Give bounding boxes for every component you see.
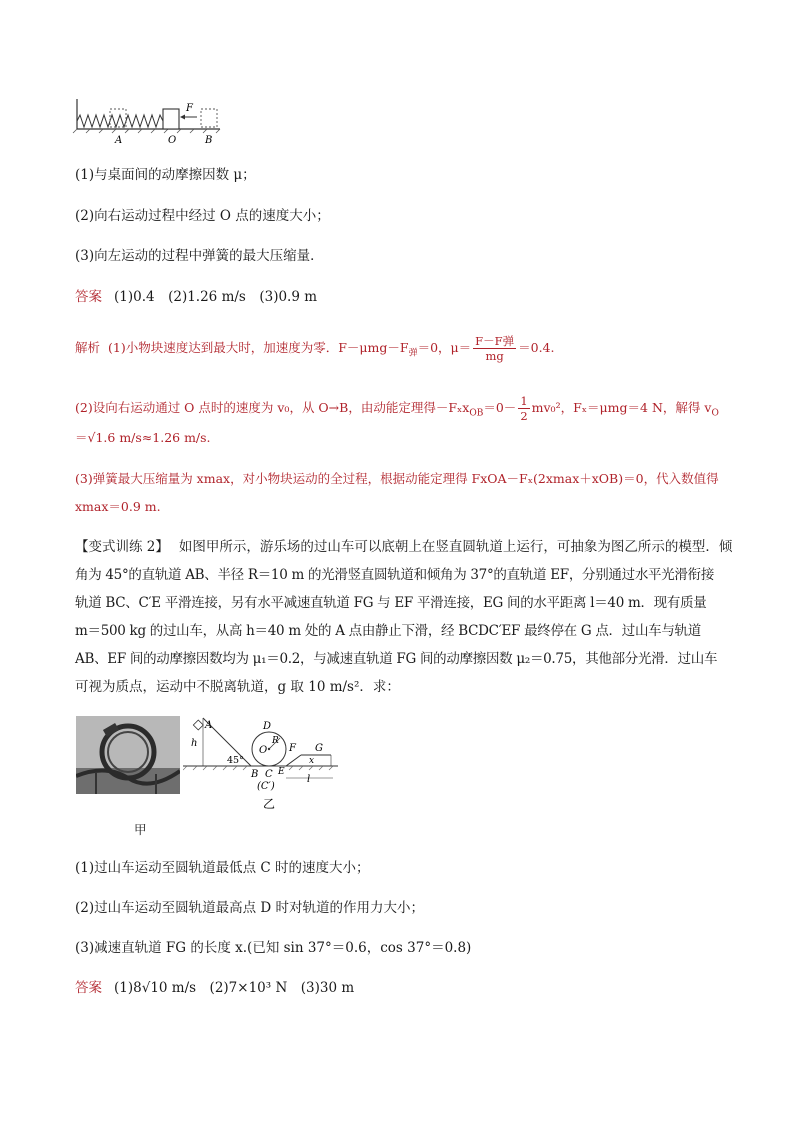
solution-text-1a: (1)小物块速度达到最大时，加速度为零．F－μmg－F (108, 340, 409, 355)
fig1-label-B: B (205, 135, 213, 146)
fig2-O: O (259, 745, 268, 756)
solution-text-2c: mv₀²，Fₓ＝μmg＝4 N，解得 v (531, 400, 712, 415)
q1-part1: (1)与桌面间的动摩擦因数 μ； (75, 167, 256, 183)
fig2-G: G (315, 743, 323, 754)
solution-text-1b: ＝0，μ＝ (417, 340, 472, 355)
caption-jia: 甲 (134, 822, 147, 837)
solution-line-5: xmax＝0.9 m. (75, 499, 161, 514)
roller-coaster-photo (76, 716, 180, 794)
answer-2-text: (1)8√10 m/s (2)7×10³ N (3)30 m (114, 980, 355, 996)
q2-line-5: AB、EF 间的动摩擦因数均为 μ₁＝0.2，与减速直轨道 FG 间的动摩擦因数 μ₂＝0.75，其他部分光滑．过山车 (75, 651, 718, 667)
fig2-h: h (191, 738, 198, 749)
fig2-l: l (307, 774, 311, 785)
solution-line-2 (75, 394, 719, 424)
solution-label: 解析 (75, 340, 101, 355)
solution-line-3: ＝√1.6 m/s≈1.26 m/s. (75, 430, 211, 445)
q2-part1: (1)过山车运动至圆轨道最低点 C 时的速度大小； (75, 860, 370, 876)
solution-text-1c: ＝0.4. (518, 340, 555, 355)
q2-line-1 (75, 537, 732, 557)
fig2-F: F (289, 743, 296, 754)
fig2-R: R (272, 736, 279, 746)
fig2-Cp: (C′) (257, 781, 275, 792)
q2-line-6: 可视为质点，运动中不脱离轨道，g 取 10 m/s²．求： (75, 679, 400, 695)
q2-line-3: 轨道 BC、C′E 平滑连接，另有水平减速直轨道 FG 与 EF 平滑连接，EG 间的水平距离 l＝40 m．现有质量 (75, 595, 707, 611)
solution-text-2a: (2)设向右运动通过 O 点时的速度为 v₀，从 O→B，由动能定理得－Fₓx (75, 400, 470, 415)
frac-den: mg (485, 349, 504, 363)
fig2-C: C (265, 769, 273, 780)
q2-text-1: 如图甲所示，游乐场的过山车可以底朝上在竖直圆轨道上运行，可抽象为图乙所示的模型．倾 (178, 539, 733, 555)
q2-line-4: m＝500 kg 的过山车，从高 h＝40 m 处的 A 点由静止下滑，经 BCDC′EF 最终停在 G 点．过山车与轨道 (75, 623, 701, 639)
fig2-caption-yi: 乙 (263, 797, 276, 811)
solution-line-1 (75, 334, 554, 364)
fig1-label-A: A (115, 135, 123, 146)
solution-line-4: (3)弹簧最大压缩量为 xmax，对小物块运动的全过程，根据动能定理得 FxOA－Fₓ(2xmax＋xOB)＝0，代入数值得 (75, 471, 719, 486)
fig2-A: A (205, 720, 213, 731)
half-den: 2 (520, 409, 528, 423)
q2-part3: (3)减速直轨道 FG 的长度 x.(已知 sin 37°＝0.6，cos 37°＝0.8) (75, 940, 472, 956)
sub-OB: OB (469, 408, 484, 419)
track-model-figure (183, 716, 343, 824)
fig1-label-O: O (168, 135, 177, 146)
sub-O: O (711, 408, 719, 419)
fig2-E: E (278, 767, 285, 777)
q2-tag: 【变式训练 2】 (75, 539, 169, 555)
fig1-label-F: F (186, 103, 193, 114)
q1-part2: (2)向右运动过程中经过 O 点的速度大小； (75, 208, 330, 224)
fig2-B: B (251, 769, 259, 780)
answer-label: 答案 (75, 289, 102, 305)
fig2-x: x (309, 756, 315, 766)
answer-1 (75, 287, 317, 307)
fig2-angle: 45° (227, 755, 244, 766)
q2-part2: (2)过山车运动至圆轨道最高点 D 时对轨道的作用力大小； (75, 900, 425, 916)
q2-line-2: 角为 45°的直轨道 AB、半径 R＝10 m 的光滑竖直圆轨道和倾角为 37°的直轨道 EF，分别通过水平光滑衔接 (75, 567, 715, 583)
half-num: 1 (520, 394, 528, 408)
sub-spring: 弹 (408, 348, 418, 359)
fig2-D: D (263, 721, 272, 732)
spring-block-figure (70, 95, 230, 147)
solution-text-2b: ＝0－ (483, 400, 517, 415)
answer-text: (1)0.4 (2)1.26 m/s (3)0.9 m (114, 289, 318, 305)
fraction-mu (473, 334, 516, 363)
fraction-half (518, 394, 529, 423)
answer-2-label: 答案 (75, 980, 102, 996)
frac-num: F－F弹 (475, 334, 515, 348)
q1-part3: (3)向左运动的过程中弹簧的最大压缩量． (75, 248, 324, 264)
answer-2 (75, 978, 354, 998)
